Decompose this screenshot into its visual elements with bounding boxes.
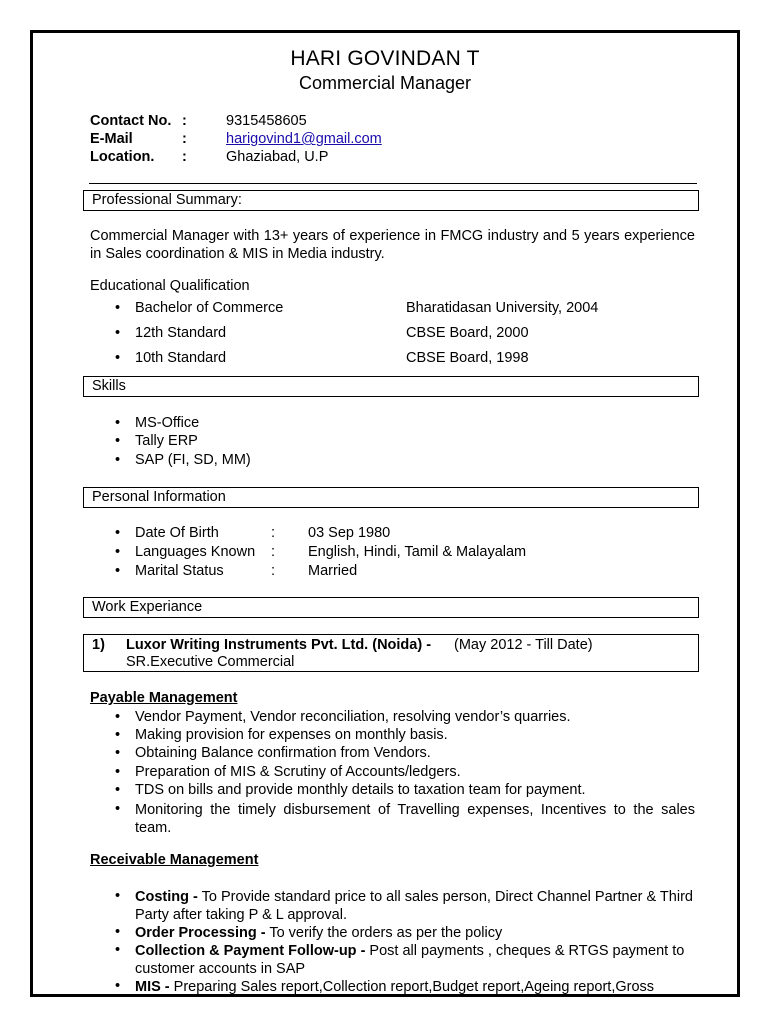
bullet: • (115, 782, 121, 798)
receivable-heading: Receivable Management (90, 852, 259, 868)
receivable-text: To Provide standard price to all sales person, Direct Channel Partner & Third Party after taking P & L approval. (135, 889, 693, 923)
personal-heading-box (83, 487, 699, 508)
receivable-term: Collection & Payment Follow-up - (135, 943, 366, 959)
phone-colon: : (182, 113, 187, 129)
phone-value: 9315458605 (226, 113, 307, 129)
receivable-item (135, 942, 695, 978)
receivable-item (135, 888, 695, 924)
receivable-term: Order Processing - (135, 925, 266, 941)
payable-heading: Payable Management (90, 690, 238, 706)
personal-colon: : (271, 563, 276, 579)
receivable-term: Costing - (135, 889, 198, 905)
bullet: • (115, 544, 121, 560)
receivable-text: Preparing Sales report,Collection report,Budget report,Ageing report,Gross (169, 979, 655, 995)
receivable-text: To verify the orders as per the policy (265, 925, 503, 941)
payable-item: Preparation of MIS & Scrutiny of Accounts/ledgers. (135, 764, 461, 780)
job-number: 1) (92, 637, 105, 653)
work-heading: Work Experiance (92, 599, 203, 615)
payable-item: TDS on bills and provide monthly details to taxation team for payment. (135, 782, 586, 798)
email-label: E-Mail (90, 131, 133, 147)
education-board: CBSE Board, 1998 (406, 350, 529, 366)
education-heading: Educational Qualification (90, 278, 250, 294)
education-degree: Bachelor of Commerce (135, 300, 284, 316)
receivable-text: Post all payments , cheques & RTGS payment to customer accounts in SAP (135, 943, 685, 977)
receivable-item (135, 978, 695, 996)
personal-colon: : (271, 525, 276, 541)
skills-heading-box (83, 376, 699, 397)
payable-item: Monitoring the timely disbursement of Travelling expenses, Incentives to the sales team. (135, 802, 695, 836)
summary-heading: Professional Summary: (92, 192, 242, 208)
bullet: • (115, 801, 121, 817)
personal-label: Date Of Birth (135, 525, 219, 541)
payable-item: Vendor Payment, Vendor reconciliation, resolving vendor’s quarries. (135, 709, 571, 725)
personal-label: Marital Status (135, 563, 224, 579)
work-heading-box (83, 597, 699, 618)
receivable-item (135, 924, 695, 942)
bullet: • (115, 325, 121, 341)
education-degree: 10th Standard (135, 350, 227, 366)
job-header-box (83, 634, 699, 672)
resume-page (30, 30, 740, 997)
skills-heading: Skills (92, 378, 126, 394)
location-label: Location. (90, 149, 155, 165)
personal-heading: Personal Information (92, 489, 226, 505)
personal-value: 03 Sep 1980 (308, 525, 391, 541)
bullet: • (115, 727, 121, 743)
personal-value: Married (308, 563, 358, 579)
job-role: SR.Executive Commercial (126, 654, 295, 670)
payable-item: Making provision for expenses on monthly basis. (135, 727, 448, 743)
skill-item: SAP (FI, SD, MM) (135, 452, 251, 468)
payable-item: Obtaining Balance confirmation from Vendors. (135, 745, 431, 761)
education-board: CBSE Board, 2000 (406, 325, 529, 341)
personal-value: English, Hindi, Tamil & Malayalam (308, 544, 527, 560)
bullet: • (115, 350, 121, 366)
bullet: • (115, 563, 121, 579)
summary-heading-box (83, 190, 699, 211)
candidate-title: Commercial Manager (298, 73, 472, 93)
summary-text: Commercial Manager with 13+ years of experience in FMCG industry and 5 years experience in Sales coordination & MIS in Media industry. (90, 228, 695, 262)
bullet: • (115, 300, 121, 316)
header-divider (89, 183, 697, 184)
phone-label: Contact No. (90, 113, 172, 129)
candidate-name: HARI GOVINDAN T (290, 47, 480, 70)
bullet: • (115, 433, 121, 449)
bullet: • (115, 942, 121, 958)
skill-item: MS-Office (135, 415, 200, 431)
bullet: • (115, 924, 121, 940)
bullet: • (115, 888, 121, 904)
email-colon: : (182, 131, 187, 147)
bullet: • (115, 764, 121, 780)
bullet: • (115, 452, 121, 468)
education-degree: 12th Standard (135, 325, 227, 341)
skill-item: Tally ERP (135, 433, 198, 449)
job-period: (May 2012 - Till Date) (454, 637, 593, 653)
education-board: Bharatidasan University, 2004 (406, 300, 599, 316)
bullet: • (115, 978, 121, 994)
bullet: • (115, 525, 121, 541)
personal-label: Languages Known (135, 544, 256, 560)
personal-colon: : (271, 544, 276, 560)
location-value: Ghaziabad, U.P (226, 149, 329, 165)
job-company: Luxor Writing Instruments Pvt. Ltd. (Noida) - (126, 637, 432, 653)
location-colon: : (182, 149, 187, 165)
receivable-term: MIS - (135, 979, 170, 995)
bullet: • (115, 745, 121, 761)
email-link[interactable]: harigovind1@gmail.com (226, 131, 382, 147)
bullet: • (115, 415, 121, 431)
bullet: • (115, 709, 121, 725)
